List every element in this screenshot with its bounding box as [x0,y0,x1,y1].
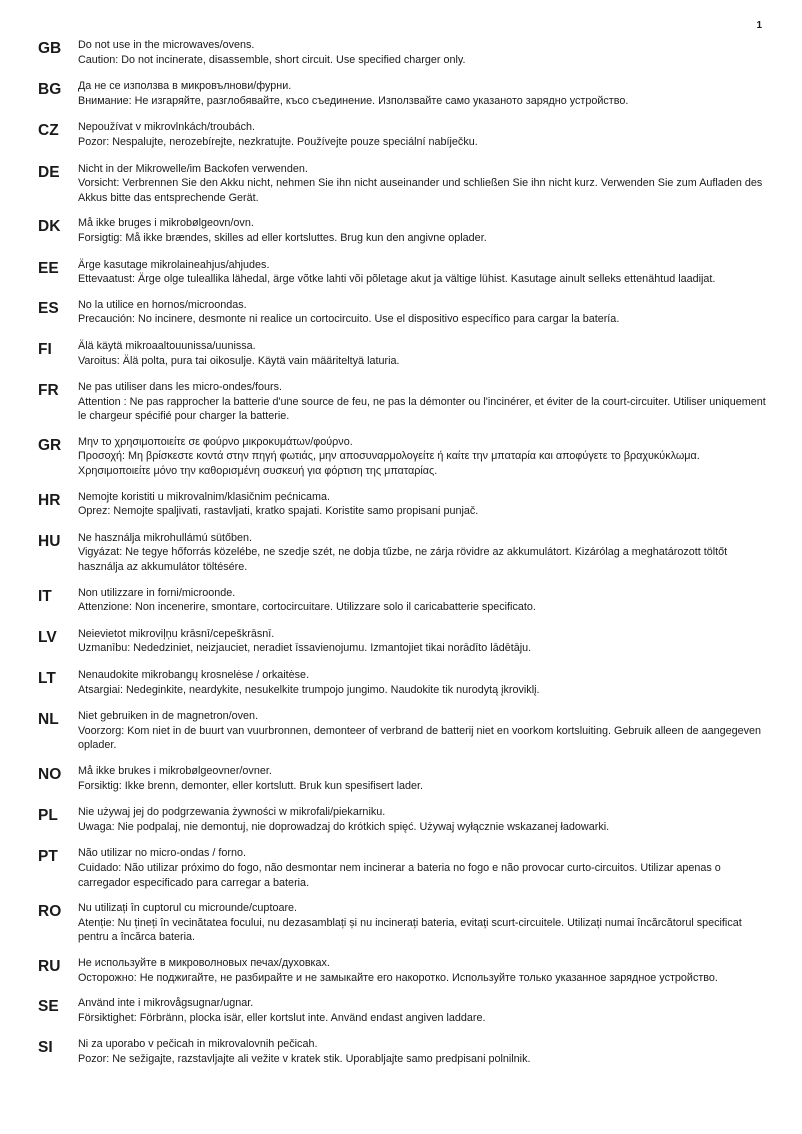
language-entry-fr [38,380,768,424]
usage-warning: Não utilizar no micro-ondas / forno. [78,847,247,860]
language-code: GR [38,436,62,454]
usage-warning: Må ikke brukes i mikrobølgeovner/ovner. [78,764,272,777]
caution-text: Pozor: Nespalujte, nerozebírejte, nezkratujte. Používejte pouze speciální nabíječku. [78,135,478,148]
caution-text: Voorzorg: Kom niet in de buurt van vuurbronnen, demonteer of verbrand de batterij niet en voorkom kortsluiting. Gebruik alleen de aangegeven oplader. [78,724,762,752]
language-entry-nl [38,709,768,753]
caution-text: Försiktighet: Förbränn, plocka isär, eller kortslut inte. Använd endast angiven laddare. [78,1011,486,1024]
language-entry-fi [38,339,768,368]
language-code: SI [38,1039,53,1057]
caution-text: Atsargiai: Nedeginkite, neardykite, nesukelkite trumpojo jungimo. Naudokite tik nurodytą įkroviklį. [78,683,540,696]
caution-text: Ettevaatust: Ärge olge tuleallika lähedal, ärge võtke lahti või põletage akut ja vältige lühist. Kasutage ainult selleks ettenähtud laadijat. [78,273,716,286]
language-code: DE [38,163,60,181]
language-code: ES [38,299,59,317]
warning-text [78,339,768,368]
language-entry-pl [38,805,768,834]
language-entry-si [38,1037,768,1066]
language-code: RU [38,957,61,975]
language-code: FR [38,382,59,400]
usage-warning: Må ikke bruges i mikrobølgeovn/ovn. [78,217,254,230]
warning-text [78,846,768,890]
warning-text [78,298,768,327]
warning-text [78,996,768,1025]
language-entry-lt [38,668,768,697]
language-code: PT [38,848,58,866]
language-entry-no [38,764,768,793]
usage-warning: Använd inte i mikrovågsugnar/ugnar. [78,997,254,1010]
caution-text: Atenție: Nu țineți în vecinătatea focului, nu dezasamblați și nu incinerați bateria, evitați scurt-circuitele. Utilizați numai încărcătorul specificat pentru a încărca bateria. [78,916,742,944]
language-entry-gr [38,435,768,479]
language-entry-es [38,298,768,327]
language-code: HR [38,491,61,509]
language-code: RO [38,903,62,921]
warning-text [78,709,768,753]
usage-warning: Ärge kasutage mikrolaineahjus/ahjudes. [78,258,270,271]
caution-text: Внимание: Не изгаряйте, разглобявайте, късо съединение. Използвайте само указаното зарядно устройство. [78,94,629,107]
warning-text [78,668,768,697]
caution-text: Vigyázat: Ne tegye hőforrás közelébe, ne szedje szét, ne dobja tűzbe, ne zárja rövidre az akkumulátort. Kizárólag a meghatározott töltőt használja az akkumulátor töltésére. [78,546,728,574]
caution-text: Forsiktig: Ikke brenn, demonter, eller kortslutt. Bruk kun spesifisert lader. [78,779,424,792]
caution-text: Προσοχή: Μη βρίσκεστε κοντά στην πηγή φωτιάς, μην αποσυναρμολογείτε ή καίτε την μπαταρία και αποφύγετε το βραχυκύκλωμα. Χρησιμοποιείτε μόνο την καθορισμένη συσκευή για φόρτιση της μπαταρίας. [78,450,700,478]
usage-warning: Nu utilizați în cuptorul cu microunde/cuptoare. [78,902,298,915]
usage-warning: Älä käytä mikroaaltouunissa/uunissa. [78,339,256,352]
warning-text [78,120,768,149]
usage-warning: Nemojte koristiti u mikrovalnim/klasičnim pećnicama. [78,490,330,503]
usage-warning: Μην το χρησιμοποιείτε σε φούρνο μικροκυμάτων/φούρνο. [78,435,353,448]
usage-warning: Nenaudokite mikrobangų krosnelėse / orkaitėse. [78,669,310,681]
warning-text [78,216,768,245]
language-code: LT [38,670,56,687]
caution-text: Uwaga: Nie podpalaj, nie demontuj, nie doprowadzaj do krótkich spięć. Używaj wyłącznie wskazanej ładowarki. [78,820,610,833]
caution-text: Cuidado: Não utilizar próximo do fogo, não desmontar nem incinerar a bateria no fogo e não provocar curto-circuitos. Utilizar apenas o carregador especificado para carregar a bateria. [78,861,721,889]
warning-text [78,79,768,108]
usage-warning: Ne használja mikrohullámú sütőben. [78,531,253,544]
language-entry-gb [38,38,768,67]
language-code: EE [38,259,59,277]
warning-list [38,38,768,1066]
usage-warning: Nepoužívat v mikrovlnkách/troubách. [78,121,256,134]
language-code: DK [38,218,61,236]
warning-text [78,956,768,985]
caution-text: Attention : Ne pas rapprocher la batterie d'une source de feu, ne pas la démonter ou l'incinérer, et éviter de la court-circuiter. Utiliser uniquement le chargeur spécifié pour charger la batterie. [78,395,766,423]
language-entry-ro [38,901,768,945]
warning-text [78,764,768,793]
warning-text [78,162,768,206]
usage-warning: Nie używaj jej do podgrzewania żywności w mikrofali/piekarniku. [78,806,386,819]
language-entry-ee [38,258,768,287]
language-entry-lv [38,627,768,656]
usage-warning: Ni za uporabo v pečicah in mikrovalovnih pečicah. [78,1038,318,1051]
caution-text: Осторожно: Не поджигайте, не разбирайте и не замыкайте его накоротко. Используйте только указанное зарядное устройство. [78,971,718,984]
warning-text [78,435,768,479]
usage-warning: Не используйте в микроволновых печах/духовках. [78,956,330,969]
language-code: HU [38,532,61,550]
usage-warning: Да не се използва в микровълнови/фурни. [78,80,292,93]
usage-warning: Ne pas utiliser dans les micro-ondes/fours. [78,381,283,394]
language-entry-bg [38,79,768,108]
usage-warning: Neievietot mikroviļņu krāsnī/cepeškrāsnī. [78,627,275,640]
warning-text [78,901,768,945]
caution-text: Precaución: No incinere, desmonte ni realice un cortocircuito. Use el dispositivo específico para cargar la batería. [78,313,620,326]
caution-text: Forsigtig: Må ikke brændes, skilles ad eller kortsluttes. Brug kun den angivne oplader. [78,231,487,244]
warning-text [78,586,768,615]
caution-text: Uzmanību: Nededziniet, neizjauciet, neradiet īssavienojumu. Izmantojiet tikai norādīto lādētāju. [78,642,532,655]
caution-text: Pozor: Ne sežigajte, razstavljajte ali vežite v kratek stik. Uporabljajte samo predpisani polnilnik. [78,1052,531,1065]
language-code: SE [38,998,59,1016]
language-code: NL [38,711,59,729]
usage-warning: Nicht in der Mikrowelle/im Backofen verwenden. [78,162,308,175]
caution-text: Caution: Do not incinerate, disassemble, short circuit. Use specified charger only. [78,53,466,66]
page-number: 1 [756,20,762,31]
language-code: PL [38,807,58,825]
language-code: CZ [38,122,59,140]
language-entry-cz [38,120,768,149]
language-entry-dk [38,216,768,245]
caution-text: Attenzione: Non incenerire, smontare, cortocircuitare. Utilizzare solo il caricabatterie specificato. [78,601,536,614]
language-entry-hu [38,531,768,575]
caution-text: Varoitus: Älä polta, pura tai oikosulje. Käytä vain määriteltyä laturia. [78,354,400,367]
usage-warning: Niet gebruiken in de magnetron/oven. [78,710,259,723]
language-code: GB [38,40,62,57]
warning-text [78,627,768,656]
language-code: IT [38,587,52,605]
usage-warning: Do not use in the microwaves/ovens. [78,39,255,51]
language-code: BG [38,81,62,99]
warning-text [78,490,768,519]
caution-text: Vorsicht: Verbrennen Sie den Akku nicht, nehmen Sie ihn nicht auseinander und schließen Sie ihn nicht kurz. Verwenden Sie zum Aufladen des Akkus bitte das entsprechende Gerät. [78,177,763,204]
language-code: LV [38,628,57,646]
usage-warning: No la utilice en hornos/microondas. [78,298,247,311]
warning-text [78,805,768,834]
warning-text [78,38,768,67]
language-entry-de [38,162,768,206]
language-code: NO [38,765,62,783]
language-entry-se [38,996,768,1025]
warning-text [78,258,768,287]
language-entry-it [38,586,768,615]
language-code: FI [38,340,52,358]
usage-warning: Non utilizzare in forni/microonde. [78,586,236,599]
warning-text [78,531,768,575]
language-entry-hr [38,490,768,519]
caution-text: Oprez: Nemojte spaljivati, rastavljati, kratko spajati. Koristite samo propisani punjač. [78,505,479,518]
warning-text [78,380,768,424]
language-entry-ru [38,956,768,985]
language-entry-pt [38,846,768,890]
warning-text [78,1037,768,1066]
